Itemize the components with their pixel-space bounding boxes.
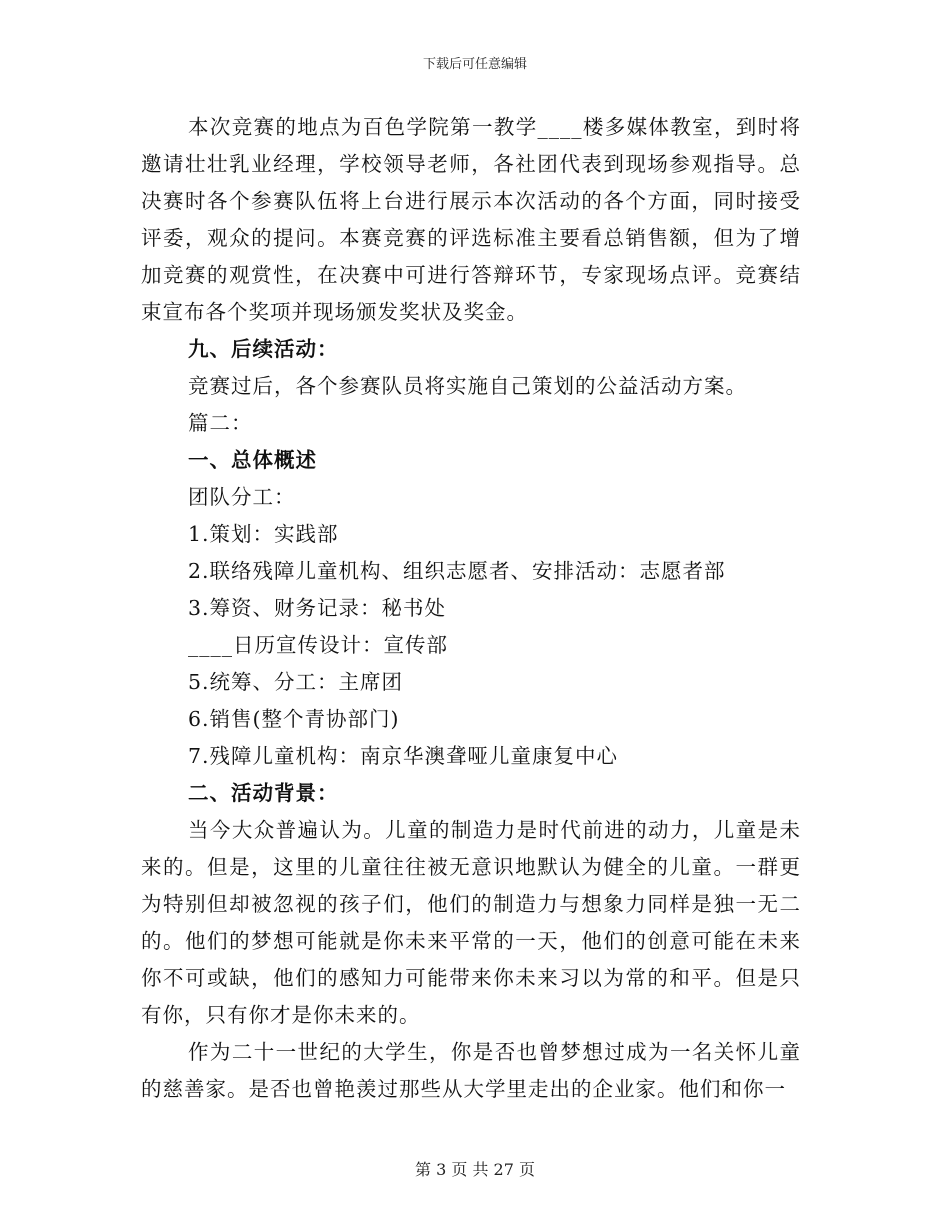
list-item: ____日历宣传设计：宣传部 [188, 633, 448, 657]
list-item: 7.残障儿童机构：南京华澳聋哑儿童康复中心 [188, 744, 619, 768]
document-body [141, 109, 801, 1108]
list-item: 3.筹资、财务记录：秘书处 [188, 596, 447, 620]
paragraph-background-1: 当今大众普遍认为。儿童的制造力是时代前进的动力，儿童是未来的。但是，这里的儿童往往被无意识地默认为健全的儿童。一群更为特别但却被忽视的孩子们，他们的制造力与想象力同样是独一无二的。他们的梦想可能就是你未来平常的一天，他们的创意可能在未来你不可或缺，他们的感知力可能带来你未来习以为常的和平。但是只有你，只有你才是你未来的。 [141, 818, 801, 1027]
team-division-label: 团队分工： [188, 485, 296, 509]
list-item: 5.统筹、分工：主席团 [188, 670, 404, 694]
page-number: 第 3 页 共 27 页 [415, 1160, 535, 1179]
part-two-label: 篇二： [188, 411, 253, 435]
paragraph-venue: 本次竞赛的地点为百色学院第一教学____楼多媒体教室，到时将邀请壮壮乳业经理，学校领导老师，各社团代表到现场参观指导。总决赛时各个参赛队伍将上台进行展示本次活动的各个方面，同时接受评委，观众的提问。本赛竞赛的评选标准主要看总销售额，但为了增加竞赛的观赏性，在决赛中可进行答辩环节，专家现场点评。竞赛结束宣布各个奖项并现场颁发奖状及奖金。 [141, 115, 801, 324]
paragraph-background-2: 作为二十一世纪的大学生，你是否也曾梦想过成为一名关怀儿童的慈善家。是否也曾艳羡过那些从大学里走出的企业家。他们和你一 [141, 1040, 801, 1101]
heading-background: 二、活动背景： [188, 781, 339, 805]
list-item: 2.联络残障儿童机构、组织志愿者、安排活动：志愿者部 [188, 559, 726, 583]
page-header: 下载后可任意编辑 [422, 57, 527, 72]
heading-follow-up-activities: 九、后续活动： [188, 337, 339, 361]
heading-overview: 一、总体概述 [188, 448, 317, 472]
list-item: 1.策划：实践部 [188, 522, 339, 546]
list-item: 6.销售(整个青协部门) [188, 707, 400, 731]
paragraph-follow-up: 竞赛过后，各个参赛队员将实施自己策划的公益活动方案。 [188, 374, 747, 398]
